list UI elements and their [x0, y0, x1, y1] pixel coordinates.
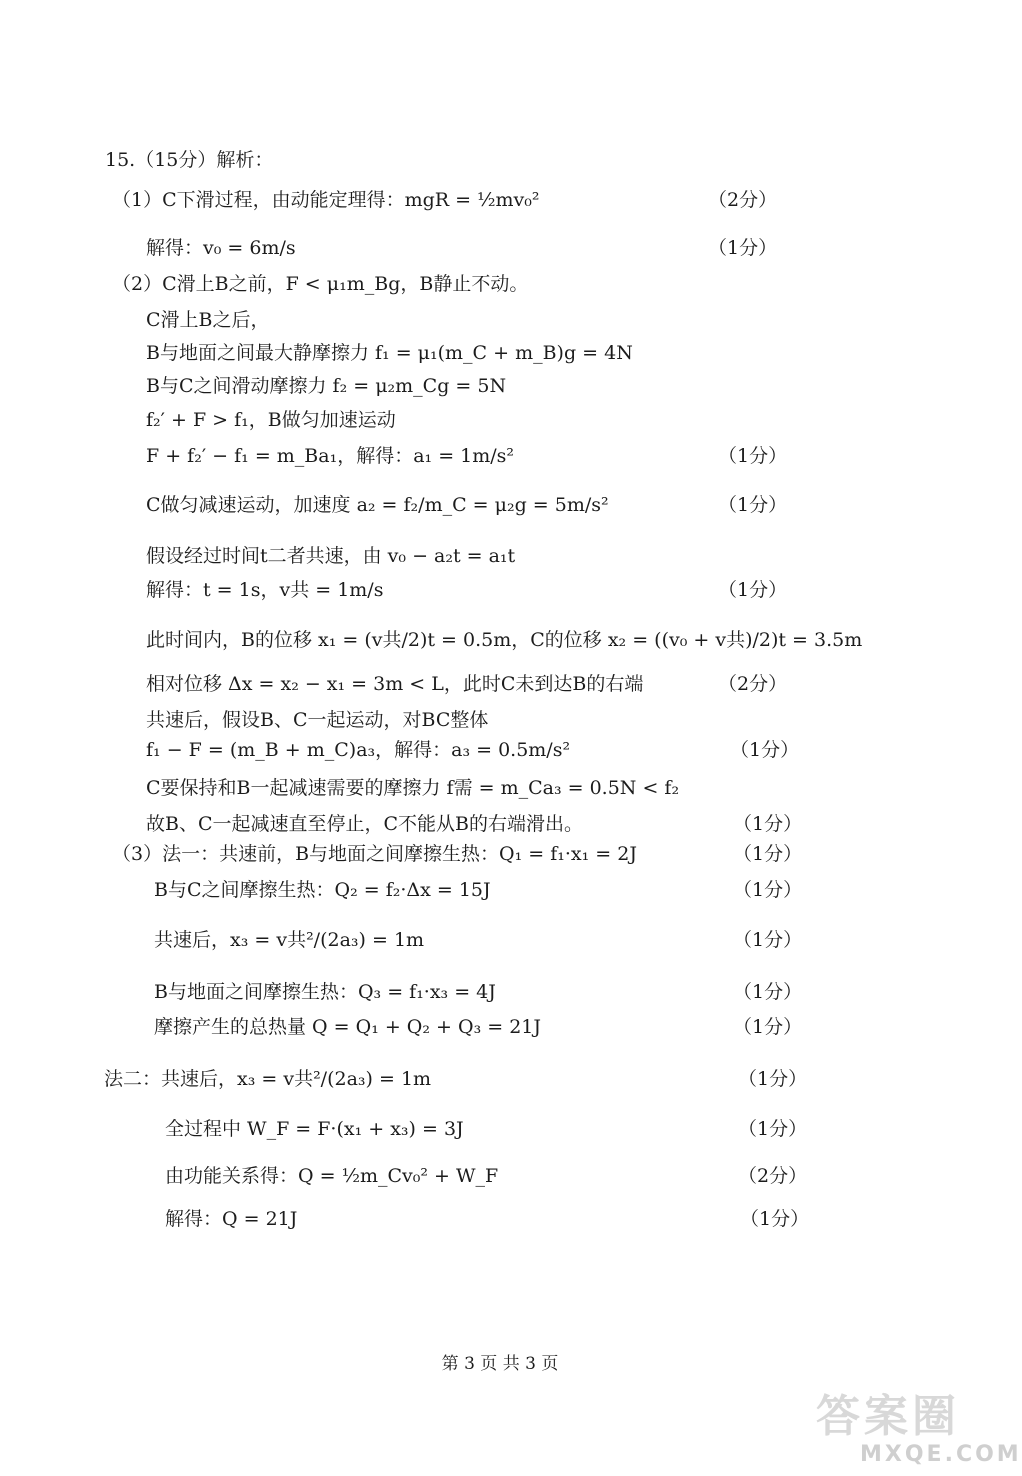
points-label: （1分） — [733, 813, 803, 835]
solution-line: 由功能关系得：Q = ½m_Cv₀² + W_F — [165, 1165, 499, 1187]
solution-line: 假设经过时间t二者共速，由 v₀ − a₂t = a₁t — [146, 545, 516, 567]
points-label: （1分） — [733, 879, 803, 901]
points-label: （1分） — [733, 929, 803, 951]
solution-line: 相对位移 Δx = x₂ − x₁ = 3m < L，此时C未到达B的右端 — [146, 673, 644, 695]
solution-line: C做匀减速运动，加速度 a₂ = f₂/m_C = μ₂g = 5m/s² — [146, 494, 609, 516]
solution-line: f₁ − F = (m_B + m_C)a₃，解得：a₃ = 0.5m/s² — [146, 739, 571, 761]
points-label: （1分） — [708, 237, 778, 259]
points-label: （2分） — [738, 1165, 808, 1187]
solution-line: 全过程中 W_F = F·(x₁ + x₃) = 3J — [165, 1118, 464, 1140]
solution-line: B与地面之间摩擦生热：Q₃ = f₁·x₃ = 4J — [154, 981, 496, 1003]
watermark-url: MXQE.COM — [860, 1442, 1022, 1467]
solution-line: B与地面之间最大静摩擦力 f₁ = μ₁(m_C + m_B)g = 4N — [146, 342, 633, 364]
solution-line: 解得：v₀ = 6m/s — [146, 237, 296, 259]
solution-line: 故B、C一起减速直至停止，C不能从B的右端滑出。 — [146, 813, 584, 835]
points-label: （1分） — [738, 1068, 808, 1090]
solution-line: （2）C滑上B之前，F < μ₁m_Bg，B静止不动。 — [112, 273, 529, 295]
solution-line: 共速后，x₃ = v共²/(2a₃) = 1m — [154, 929, 425, 951]
points-label: （2分） — [718, 673, 788, 695]
points-label: （1分） — [718, 494, 788, 516]
solution-line: C要保持和B一起减速需要的摩擦力 f需 = m_Ca₃ = 0.5N < f₂ — [146, 777, 680, 799]
points-label: （1分） — [718, 579, 788, 601]
question-heading: 15.（15分）解析： — [105, 149, 274, 171]
solution-line: B与C之间摩擦生热：Q₂ = f₂·Δx = 15J — [154, 879, 491, 901]
solution-line: （1）C下滑过程，由动能定理得：mgR = ½mv₀² — [112, 189, 540, 211]
points-label: （1分） — [733, 843, 803, 865]
solution-line: 法二：共速后，x₃ = v共²/(2a₃) = 1m — [104, 1068, 432, 1090]
watermark-main: 答案圈 — [816, 1391, 960, 1442]
solution-line: C滑上B之后， — [146, 309, 270, 331]
points-label: （1分） — [718, 445, 788, 467]
page-footer: 第 3 页 共 3 页 — [441, 1354, 559, 1374]
points-label: （2分） — [708, 189, 778, 211]
points-label: （1分） — [733, 1016, 803, 1038]
points-label: （1分） — [740, 1208, 810, 1230]
solution-line: （3）法一：共速前，B与地面之间摩擦生热：Q₁ = f₁·x₁ = 2J — [112, 843, 637, 865]
points-label: （1分） — [730, 739, 800, 761]
solution-line: 此时间内，B的位移 x₁ = (v共/2)t = 0.5m，C的位移 x₂ = ((v₀ + v共)/2)t = 3.5m — [146, 629, 863, 651]
solution-line: 解得：Q = 21J — [165, 1208, 298, 1230]
solution-line: 共速后，假设B、C一起运动，对BC整体 — [146, 709, 489, 731]
points-label: （1分） — [733, 981, 803, 1003]
watermark-logo — [816, 1391, 1022, 1472]
points-label: （1分） — [738, 1118, 808, 1140]
solution-line: 解得：t = 1s，v共 = 1m/s — [146, 579, 384, 601]
solution-line: B与C之间滑动摩擦力 f₂ = μ₂m_Cg = 5N — [146, 375, 507, 397]
solution-line: 摩擦产生的总热量 Q = Q₁ + Q₂ + Q₃ = 21J — [154, 1016, 541, 1038]
solution-line: f₂′ + F > f₁，B做匀加速运动 — [146, 409, 396, 431]
solution-line: F + f₂′ − f₁ = m_Ba₁，解得：a₁ = 1m/s² — [146, 445, 515, 467]
